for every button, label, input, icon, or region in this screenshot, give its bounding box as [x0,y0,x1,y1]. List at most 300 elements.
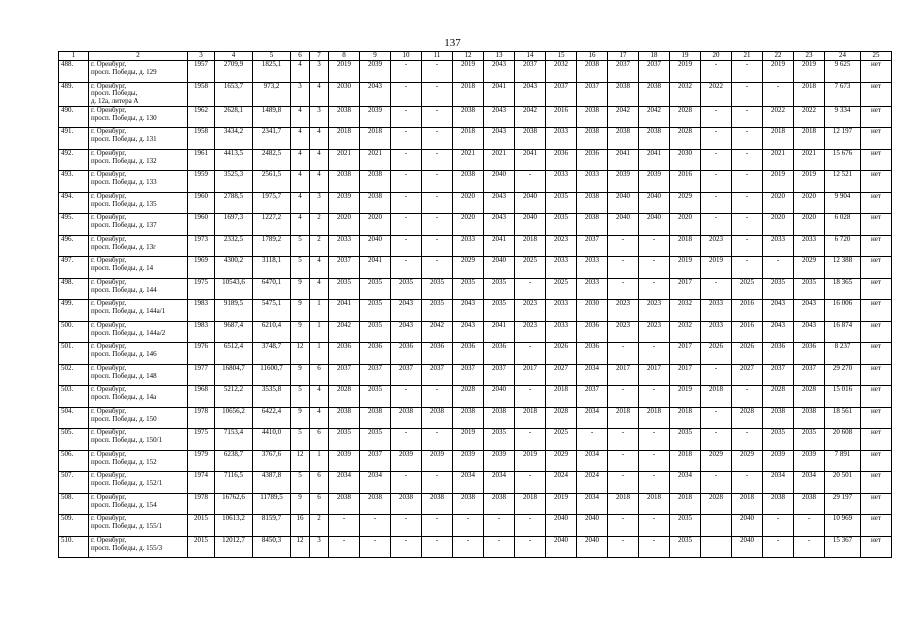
value-cell: 2033 [546,171,577,193]
value-cell: 2020 [794,214,825,236]
table-row [59,536,892,558]
value-cell: нет [861,106,892,128]
column-number: 2 [89,52,188,61]
value-cell: 2019 [670,257,701,279]
value-cell: 6 720 [825,235,861,257]
value-cell: 2028 [670,128,701,150]
value-cell: 2024 [577,472,608,494]
value-cell: нет [861,450,892,472]
value-cell: 4 [291,171,310,193]
value-cell: 2019 [701,257,732,279]
value-cell: 2040 [639,192,670,214]
value-cell: 8450,3 [253,536,291,558]
value-cell: 2032 [670,321,701,343]
value-cell: - [608,386,639,408]
value-cell: 2025 [546,278,577,300]
row-number: 490. [59,106,89,128]
table-row [59,300,892,322]
value-cell: 2043 [763,300,794,322]
value-cell: 2035 [670,536,701,558]
value-cell: 2043 [484,61,515,83]
value-cell: 2038 [453,171,484,193]
value-cell: 2037 [329,257,360,279]
value-cell: - [639,472,670,494]
address-line: просп. Победы, д. 155/1 [91,522,163,531]
value-cell: 2040 [546,515,577,537]
value-cell: 1976 [188,343,215,365]
value-cell: 2018 [515,407,546,429]
value-cell: 2038 [453,106,484,128]
value-cell: 4 [310,278,329,300]
value-cell: 2038 [391,493,422,515]
value-cell: 2039 [360,61,391,83]
address-cell [89,149,188,171]
value-cell: 2023 [701,235,732,257]
value-cell: 2033 [546,300,577,322]
row-number: 505. [59,429,89,451]
value-cell: - [422,257,453,279]
value-cell: нет [861,171,892,193]
value-cell: 2035 [422,300,453,322]
value-cell: - [515,343,546,365]
value-cell: 2021 [763,149,794,171]
value-cell: 2022 [794,106,825,128]
address-cell [89,472,188,494]
value-cell: 2042 [639,106,670,128]
value-cell: 2018 [608,493,639,515]
value-cell: 2037 [391,364,422,386]
value-cell: 2037 [577,235,608,257]
value-cell: - [422,128,453,150]
value-cell: 2038 [763,407,794,429]
table-row [59,343,892,365]
column-number: 13 [484,52,515,61]
value-cell: - [608,278,639,300]
value-cell: 2018 [701,386,732,408]
value-cell: 2 [310,515,329,537]
value-cell: 2035 [546,214,577,236]
value-cell: 2040 [608,192,639,214]
value-cell: 4 [310,257,329,279]
column-number: 22 [763,52,794,61]
value-cell: 2036 [763,343,794,365]
value-cell: - [391,257,422,279]
value-cell: 9 [291,300,310,322]
value-cell: 2035 [670,515,701,537]
value-cell: 2027 [546,364,577,386]
value-cell: - [763,515,794,537]
value-cell: 2561,5 [253,171,291,193]
address-cell [89,343,188,365]
address-line: г. Оренбург, [91,514,127,523]
table-row [59,472,892,494]
value-cell: 2039 [453,450,484,472]
value-cell: 2017 [670,278,701,300]
value-cell: - [732,61,763,83]
value-cell: 2040 [732,536,763,558]
value-cell: 2017 [608,364,639,386]
value-cell: - [422,82,453,106]
value-cell: - [422,214,453,236]
row-number: 509. [59,515,89,537]
value-cell: 2034 [484,472,515,494]
address-line: г. Оренбург, [91,407,127,415]
value-cell: 1 [310,321,329,343]
value-cell: 2038 [794,407,825,429]
value-cell: 2039 [391,450,422,472]
value-cell: 2036 [329,343,360,365]
value-cell: - [732,128,763,150]
value-cell: 6210,4 [253,321,291,343]
value-cell: 9 [291,493,310,515]
value-cell: 1968 [188,386,215,408]
value-cell: 3748,7 [253,343,291,365]
value-cell: 2041 [360,257,391,279]
value-cell: - [701,214,732,236]
value-cell: 2036 [577,343,608,365]
value-cell: 2035 [794,278,825,300]
value-cell: - [391,171,422,193]
value-cell: 2038 [577,192,608,214]
column-number: 8 [329,52,360,61]
value-cell: 2028 [453,386,484,408]
value-cell: - [515,472,546,494]
value-cell: 2035 [329,278,360,300]
value-cell: - [391,82,422,106]
row-number: 501. [59,343,89,365]
value-cell: 2040 [484,386,515,408]
value-cell: 1962 [188,106,215,128]
column-number: 3 [188,52,215,61]
value-cell: 4 [291,149,310,171]
value-cell: нет [861,128,892,150]
value-cell: 4 [291,192,310,214]
value-cell: 2040 [484,171,515,193]
value-cell: 16 [291,515,310,537]
value-cell: - [391,61,422,83]
value-cell: 2029 [701,450,732,472]
value-cell: 2037 [484,364,515,386]
value-cell: 4300,2 [215,257,253,279]
value-cell: 15 016 [825,386,861,408]
value-cell: нет [861,407,892,429]
value-cell: 2021 [484,149,515,171]
value-cell: 2042 [422,321,453,343]
value-cell: 2043 [484,106,515,128]
value-cell: 2038 [391,407,422,429]
value-cell: нет [861,192,892,214]
address-line: д. 12а, литера А [91,97,139,106]
value-cell: 2027 [732,364,763,386]
address-line: просп. Победы, д. 132 [91,156,157,165]
value-cell: 2040 [732,515,763,537]
value-cell: нет [861,300,892,322]
value-cell: - [422,515,453,537]
value-cell: 2038 [329,407,360,429]
value-cell: 2033 [577,278,608,300]
value-cell: 9 [291,407,310,429]
value-cell: 973,2 [253,82,291,106]
value-cell: - [701,171,732,193]
address-line: г. Оренбург, [91,385,127,394]
value-cell: 12 521 [825,171,861,193]
value-cell: 2034 [670,472,701,494]
value-cell: 20 608 [825,429,861,451]
value-cell [701,515,732,537]
address-line: просп. Победы, д. 144а/1 [91,307,166,316]
value-cell: - [701,128,732,150]
value-cell: 2043 [453,300,484,322]
value-cell: 2033 [763,235,794,257]
value-cell: 2021 [329,149,360,171]
value-cell: 2022 [763,106,794,128]
value-cell: 4 [310,386,329,408]
address-line: г. Оренбург, [91,106,127,114]
value-cell: 2018 [515,235,546,257]
value-cell: 12012,7 [215,536,253,558]
value-cell: 9 625 [825,61,861,83]
value-cell: 2038 [608,82,639,106]
value-cell: 3 [310,192,329,214]
value-cell: 7153,4 [215,429,253,451]
address-cell [89,82,188,106]
value-cell: 2038 [639,128,670,150]
value-cell: 2017 [515,364,546,386]
value-cell: 2016 [670,171,701,193]
value-cell: - [360,515,391,537]
value-cell: нет [861,343,892,365]
value-cell: 3118,1 [253,257,291,279]
value-cell: - [639,515,670,537]
value-cell: 9 [291,321,310,343]
value-cell: 2035 [391,278,422,300]
value-cell: 2039 [360,106,391,128]
value-cell: 2025 [546,429,577,451]
address-cell [89,171,188,193]
value-cell: 2033 [546,257,577,279]
value-cell: 3767,6 [253,450,291,472]
value-cell: 10656,2 [215,407,253,429]
value-cell: 2019 [670,386,701,408]
value-cell: 1978 [188,407,215,429]
value-cell: 1960 [188,214,215,236]
value-cell: 1979 [188,450,215,472]
row-number: 491. [59,128,89,150]
value-cell: - [732,82,763,106]
value-cell: - [391,472,422,494]
value-cell: 2038 [484,407,515,429]
address-line: г. Оренбург, [91,342,127,351]
column-number: 16 [577,52,608,61]
value-cell: 2628,1 [215,106,253,128]
value-cell: 1 [310,343,329,365]
value-cell: 2043 [484,214,515,236]
value-cell: 2018 [639,493,670,515]
value-cell: 4413,5 [215,149,253,171]
value-cell: 2033 [453,235,484,257]
value-cell: 2041 [484,321,515,343]
value-cell: 5475,1 [253,300,291,322]
value-cell: 1958 [188,82,215,106]
value-cell: - [391,214,422,236]
value-cell: 1957 [188,61,215,83]
column-number: 24 [825,52,861,61]
value-cell: 12 197 [825,128,861,150]
table-row [59,149,892,171]
value-cell: 3 [310,536,329,558]
value-cell: нет [861,472,892,494]
value-cell: 2039 [763,450,794,472]
value-cell: - [453,515,484,537]
value-cell: 2018 [515,493,546,515]
address-line: г. Оренбург, [91,471,127,480]
value-cell: 6470,1 [253,278,291,300]
value-cell: 2032 [670,300,701,322]
table-row [59,235,892,257]
table-row [59,192,892,214]
value-cell: 2018 [360,128,391,150]
value-cell: 2043 [360,82,391,106]
column-number: 9 [360,52,391,61]
row-number: 502. [59,364,89,386]
value-cell: 1975 [188,278,215,300]
address-cell [89,214,188,236]
column-number: 12 [453,52,484,61]
value-cell: 1227,2 [253,214,291,236]
value-cell: - [422,149,453,171]
address-cell [89,321,188,343]
value-cell: 1977 [188,364,215,386]
value-cell: 2033 [546,321,577,343]
address-cell [89,257,188,279]
value-cell: 2037 [794,364,825,386]
value-cell: 2028 [329,386,360,408]
value-cell: 2035 [360,321,391,343]
address-line: г. Оренбург, [91,127,127,136]
value-cell: 2039 [639,171,670,193]
address-line: г. Оренбург, [91,192,127,200]
value-cell: 2043 [391,321,422,343]
address-line: г. Оренбург, [91,299,127,308]
row-number: 506. [59,450,89,472]
value-cell: - [422,192,453,214]
address-cell [89,61,188,83]
value-cell: 6 028 [825,214,861,236]
table-row [59,61,892,83]
address-line: г. Оренбург, [91,536,127,544]
value-cell: 2039 [329,450,360,472]
value-cell: 2039 [329,192,360,214]
value-cell: - [608,450,639,472]
value-cell: - [763,536,794,558]
value-cell: 2019 [329,61,360,83]
value-cell: - [422,429,453,451]
value-cell: 2030 [670,149,701,171]
address-cell [89,515,188,537]
value-cell: 1975,7 [253,192,291,214]
value-cell: 2035 [360,386,391,408]
value-cell: 2020 [794,192,825,214]
column-number: 15 [546,52,577,61]
value-cell: 2036 [794,343,825,365]
value-cell: 2038 [422,493,453,515]
table-row [59,257,892,279]
value-cell: 2040 [484,257,515,279]
value-cell: 15 676 [825,149,861,171]
value-cell: 2040 [577,515,608,537]
value-cell: 2041 [484,235,515,257]
value-cell: - [422,472,453,494]
value-cell: 5 [291,257,310,279]
value-cell: 2040 [515,214,546,236]
address-cell [89,192,188,214]
value-cell: 1983 [188,321,215,343]
value-cell: 2025 [732,278,763,300]
value-cell: - [639,343,670,365]
address-line: просп. Победы, д. 146 [91,350,157,359]
value-cell: 2019 [763,61,794,83]
value-cell: 2017 [670,364,701,386]
row-number: 493. [59,171,89,193]
value-cell: нет [861,515,892,537]
value-cell: 2023 [608,300,639,322]
value-cell: - [763,257,794,279]
value-cell: - [639,429,670,451]
value-cell: 2029 [794,257,825,279]
value-cell: 2018 [794,82,825,106]
value-cell: 2035 [422,278,453,300]
table-row [59,106,892,128]
value-cell: 2020 [453,214,484,236]
table-row [59,128,892,150]
value-cell: 2042 [329,321,360,343]
address-line: просп. Победы, д. 148 [91,371,157,380]
value-cell: 2035 [360,300,391,322]
value-cell: 2029 [546,450,577,472]
value-cell: - [701,364,732,386]
value-cell: 6512,4 [215,343,253,365]
value-cell: 2023 [515,321,546,343]
value-cell: 1961 [188,149,215,171]
row-number: 489. [59,82,89,106]
address-cell [89,235,188,257]
value-cell: - [577,429,608,451]
value-cell: 10543,6 [215,278,253,300]
address-line: просп. Победы, д. 137 [91,221,157,230]
value-cell: 2040 [608,214,639,236]
value-cell: 2033 [329,235,360,257]
value-cell: 10613,2 [215,515,253,537]
value-cell: 7 673 [825,82,861,106]
value-cell: 2016 [732,300,763,322]
value-cell: - [732,472,763,494]
row-number: 504. [59,407,89,429]
value-cell: 1 [310,300,329,322]
value-cell: 2037 [763,364,794,386]
value-cell: 9 334 [825,106,861,128]
value-cell: - [732,149,763,171]
value-cell: 2036 [360,343,391,365]
value-cell: 2332,5 [215,235,253,257]
address-line: просп. Победы, д. 135 [91,199,157,208]
value-cell: - [732,429,763,451]
value-cell: - [608,343,639,365]
value-cell: 2034 [794,472,825,494]
value-cell: 2030 [577,300,608,322]
address-line: просп. Победы, д. 14 [91,264,154,273]
value-cell: 2034 [329,472,360,494]
value-cell: 4 [291,106,310,128]
